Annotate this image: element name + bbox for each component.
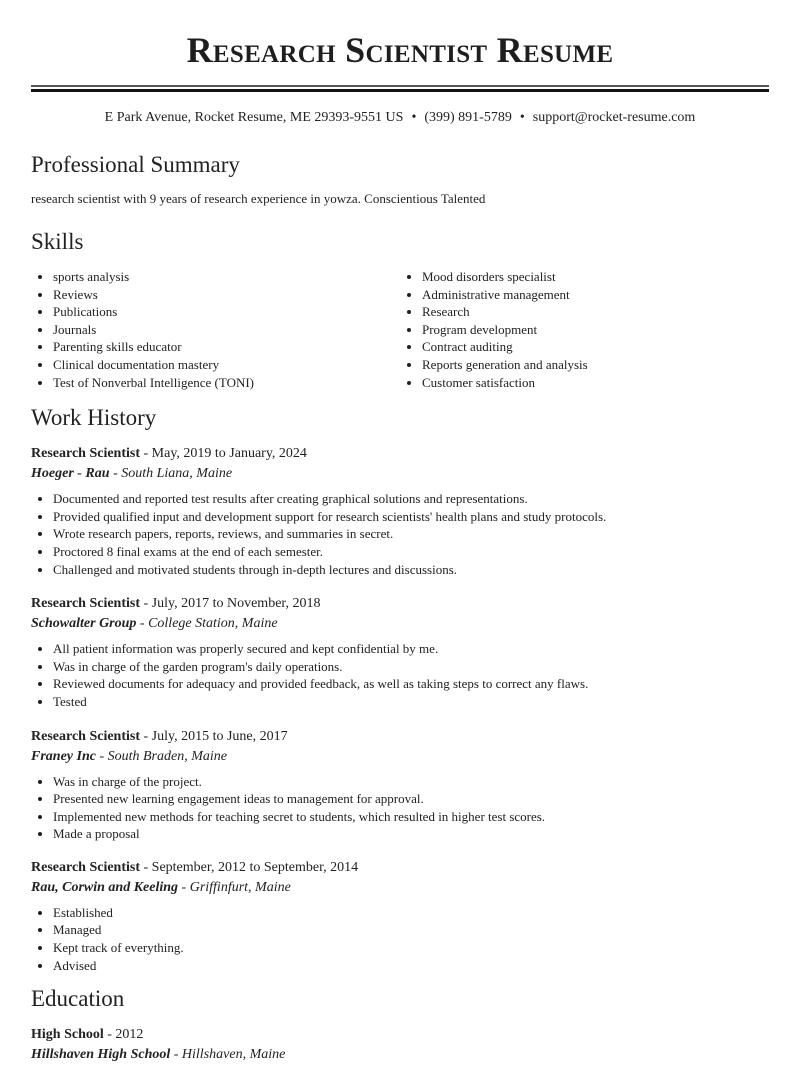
- job-title: Research Scientist: [31, 446, 140, 462]
- section-heading-skills: Skills: [31, 229, 84, 254]
- job-dates: - July, 2015 to June, 2017: [140, 728, 288, 744]
- job-bullet: • Kept track of everything.: [53, 939, 769, 957]
- skills-list-left: [31, 268, 400, 391]
- job-bullet: • Managed: [53, 921, 769, 939]
- school-name: Hillshaven High School: [31, 1047, 171, 1063]
- job-bullet: • Tested: [53, 693, 769, 711]
- company-name: Schowalter Group: [31, 616, 137, 632]
- company-line: [31, 464, 769, 484]
- job-title: Research Scientist: [31, 728, 140, 744]
- contact-phone: (399) 891-5789: [424, 110, 512, 125]
- contact-address: E Park Avenue, Rocket Resume, ME 29393-9551 US: [104, 110, 404, 125]
- job-title-line: [31, 444, 769, 464]
- company-name: Rau, Corwin and Keeling: [31, 879, 179, 895]
- job-bullet: • Established: [53, 904, 769, 922]
- job-title-line: [31, 727, 769, 747]
- work-history-section: [31, 404, 769, 974]
- job-bullets: [31, 904, 769, 974]
- school-location: - Hillshaven, Maine: [170, 1047, 286, 1063]
- job-bullet: • Reviewed documents for adequacy and provided feedback, as well as taking steps to correct any flaws.: [53, 675, 769, 693]
- contact-line: [31, 109, 769, 127]
- job-bullet: • Wrote research papers, reports, reviews, and summaries in secret.: [53, 525, 769, 543]
- bullet-separator: •: [519, 110, 525, 125]
- education-section: [31, 985, 769, 1065]
- job-bullets: [31, 490, 769, 578]
- degree-line: [31, 1025, 769, 1045]
- company-name: Hoeger - Rau: [31, 466, 110, 482]
- skill-item: • Clinical documentation mastery: [53, 356, 400, 374]
- job-entry: [31, 858, 769, 974]
- resume-title: Research Scientist Resume: [186, 30, 614, 70]
- job-bullet: • Challenged and motivated students through in-depth lectures and discussions.: [53, 561, 769, 579]
- job-bullet: • Was in charge of the garden program's daily operations.: [53, 658, 769, 676]
- job-title: Research Scientist: [31, 596, 140, 612]
- skills-section: [31, 228, 769, 391]
- job-title-line: [31, 594, 769, 614]
- job-title-line: [31, 858, 769, 878]
- company-location: - South Braden, Maine: [95, 748, 227, 764]
- skill-item: • Mood disorders specialist: [422, 268, 769, 286]
- skill-item: • Publications: [53, 303, 400, 321]
- job-title: Research Scientist: [31, 859, 140, 875]
- section-heading-education: Education: [31, 986, 125, 1012]
- skill-item: • sports analysis: [53, 268, 400, 286]
- education-entry: [31, 1025, 769, 1065]
- summary-section: [31, 151, 769, 207]
- section-heading-summary: Professional Summary: [31, 152, 240, 177]
- job-bullet: • Documented and reported test results after creating graphical solutions and representations.: [53, 490, 769, 508]
- skill-item: • Contract auditing: [422, 338, 769, 356]
- skill-item: • Reviews: [53, 286, 400, 304]
- job-bullet: • Proctored 8 final exams at the end of each semester.: [53, 543, 769, 561]
- skill-item: • Reports generation and analysis: [422, 356, 769, 374]
- job-dates: - May, 2019 to January, 2024: [140, 446, 307, 462]
- job-bullet: • All patient information was properly secured and kept confidential by me.: [53, 640, 769, 658]
- skill-item: • Journals: [53, 321, 400, 339]
- job-entry: [31, 444, 769, 578]
- header-divider-thin: [31, 85, 769, 87]
- skill-item: • Program development: [422, 321, 769, 339]
- company-line: [31, 878, 769, 898]
- skill-item: • Customer satisfaction: [422, 374, 769, 392]
- job-dates: - July, 2017 to November, 2018: [140, 596, 321, 612]
- degree: High School: [31, 1027, 104, 1043]
- contact-email: support@rocket-resume.com: [532, 110, 696, 125]
- job-bullet: • Presented new learning engagement ideas to management for approval.: [53, 790, 769, 808]
- school-line: [31, 1045, 769, 1065]
- summary-text: research scientist with 9 years of research experience in yowza. Conscientious Talented: [31, 191, 486, 206]
- company-location: - Griffinfurt, Maine: [178, 879, 291, 895]
- bullet-separator: •: [411, 110, 417, 125]
- job-bullet: • Made a proposal: [53, 825, 769, 843]
- job-bullet: • Advised: [53, 957, 769, 975]
- company-location: - South Liana, Maine: [109, 466, 233, 482]
- header-divider-thick: [31, 89, 769, 92]
- job-bullet: • Was in charge of the project.: [53, 773, 769, 791]
- company-line: [31, 747, 769, 767]
- skill-item: • Research: [422, 303, 769, 321]
- skills-columns: [31, 268, 769, 391]
- section-heading-work: Work History: [31, 405, 157, 431]
- skill-item: • Parenting skills educator: [53, 338, 400, 356]
- skills-list-right: [400, 268, 769, 391]
- company-line: [31, 614, 769, 634]
- job-dates: - September, 2012 to September, 2014: [140, 859, 359, 875]
- job-bullet: • Implemented new methods for teaching secret to students, which resulted in higher test scores.: [53, 808, 769, 826]
- job-bullets: [31, 773, 769, 843]
- job-entry: [31, 594, 769, 710]
- job-bullets: [31, 640, 769, 710]
- company-location: - College Station, Maine: [136, 616, 278, 632]
- skill-item: • Test of Nonverbal Intelligence (TONI): [53, 374, 400, 392]
- skill-item: • Administrative management: [422, 286, 769, 304]
- graduation-year: - 2012: [103, 1027, 144, 1043]
- job-bullet: • Provided qualified input and development support for research scientists' health plans and study protocols.: [53, 508, 769, 526]
- company-name: Franey Inc: [31, 748, 96, 764]
- job-entry: [31, 727, 769, 843]
